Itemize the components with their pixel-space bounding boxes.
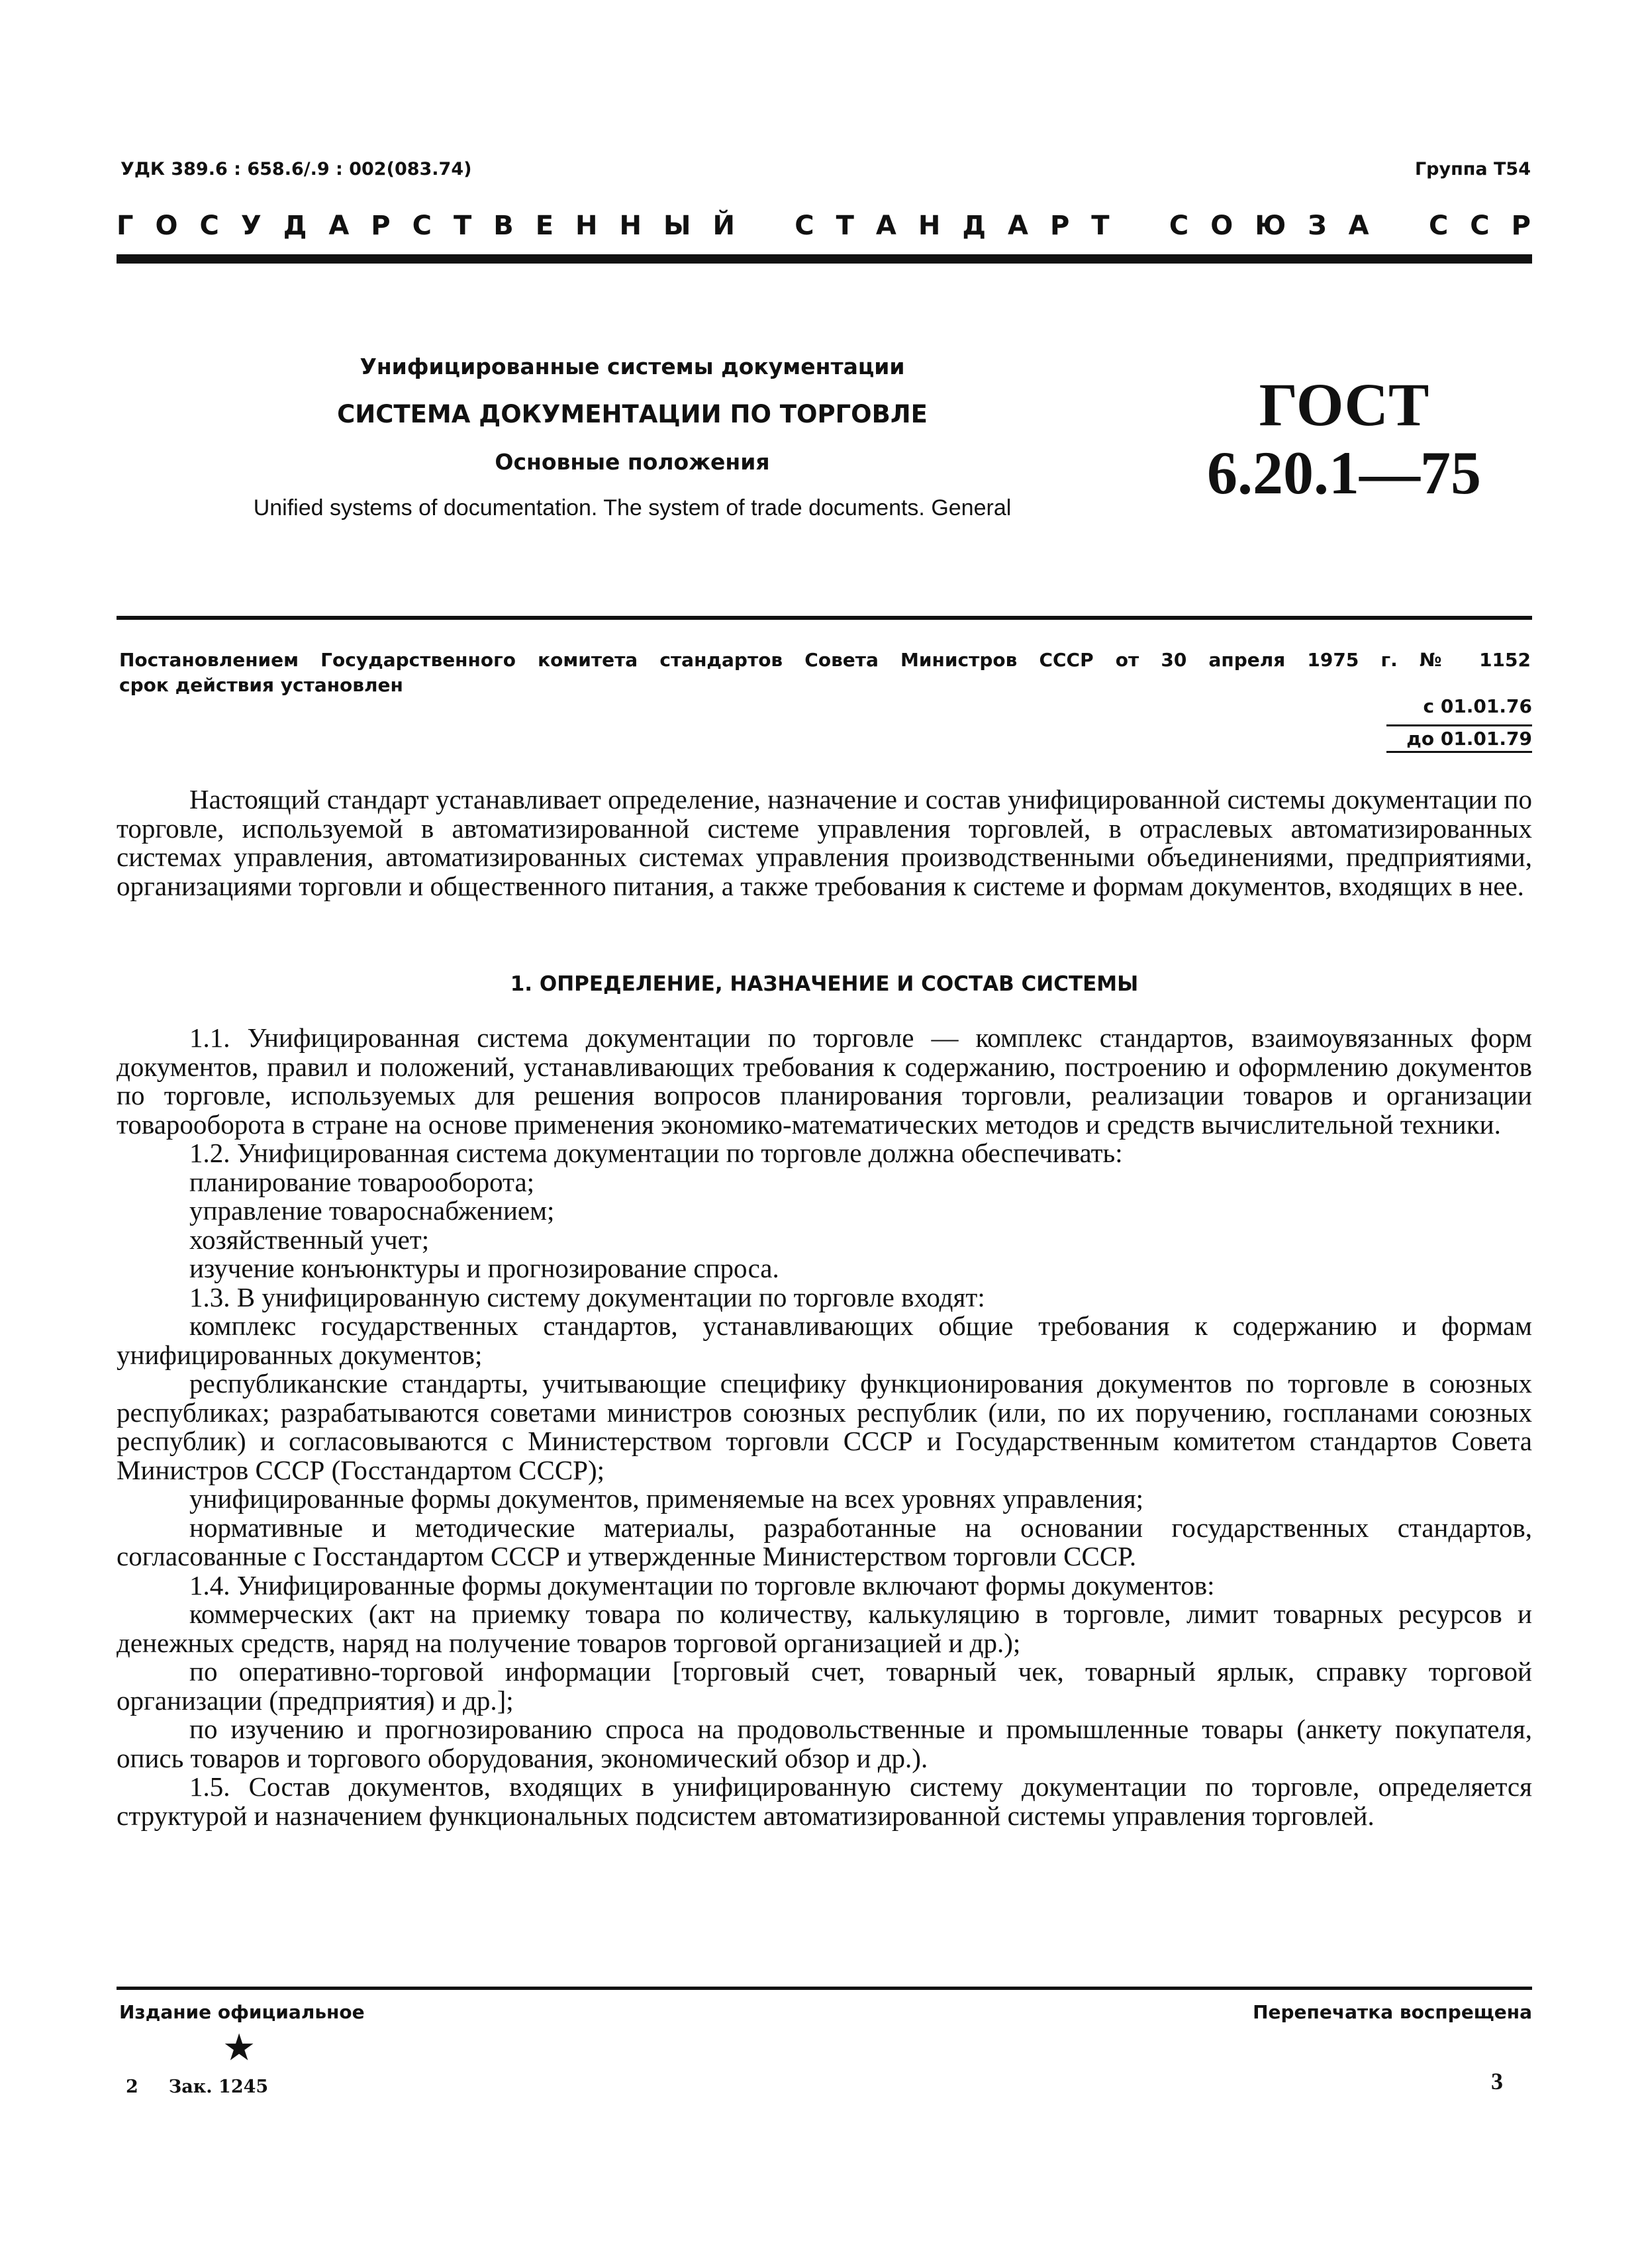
paragraph-1-1: 1.1. Унифицированная система документации по торговле — комплекс стандартов, взаимоувязанных форм документов, правил и положений, устанавливающих требования к содержанию, построению и оформлению документов по торговле, используемых для решения вопросов планирования торговли, реализации товаров и организации товарооборота в стране на основе применения экономико-математических методов и средств вычислительной техники. [117, 1022, 1532, 1140]
reprint-prohibited-label: Перепечатка воспрещена [1253, 2001, 1532, 2023]
title-english: Unified systems of documentation. The system of trade documents. General [253, 495, 1012, 520]
decree-line: Постановлением Государственного комитета стандартов Совета Министров СССР от 30 апреля 1975 г. № 1152 [119, 649, 1531, 671]
gost-designation [1205, 371, 1483, 507]
gost-number: 6.20.1—75 [1207, 439, 1481, 507]
banner-word-4: ССР [1428, 211, 1553, 241]
list-item: по оперативно-торговой информации [торговый счет, товарный чек, товарный ярлык, справку торговой организации (предприятия) и др.]; [117, 1656, 1532, 1716]
paragraph-1-5: 1.5. Состав документов, входящих в унифицированную систему документации по торговле, определяется структурой и назначением функциональных подсистем автоматизированной системы управления торговлей. [117, 1771, 1532, 1831]
banner-word-2: СТАНДАРТ [795, 211, 1132, 241]
udk-code: УДК 389.6 : 658.6/.9 : 002(083.74) [121, 159, 472, 179]
list-item: унифицированные формы документов, применяемые на всех уровнях управления; [189, 1483, 1144, 1514]
page-number: 3 [1491, 2068, 1503, 2095]
list-item: управление товароснабжением; [189, 1195, 555, 1226]
list-item: хозяйственный учет; [189, 1224, 430, 1255]
decree-term: срок действия установлен [119, 674, 403, 696]
list-item: изучение конъюнктуры и прогнозирование спроса. [189, 1253, 779, 1283]
list-item: комплекс государственных стандартов, устанавливающих общие требования к содержанию и формам унифицированных документов; [117, 1310, 1532, 1370]
group-code: Группа Т54 [1414, 159, 1531, 179]
list-item: коммерческих (акт на приемку товара по количеству, калькуляцию в торговле, лимит товарных ресурсов и денежных средств, наряд на получение товаров торговой организацией и др.); [117, 1599, 1532, 1658]
footer-rule [117, 1987, 1532, 1990]
section-heading: 1. ОПРЕДЕЛЕНИЕ, НАЗНАЧЕНИЕ И СОСТАВ СИСТЕМЫ [510, 972, 1139, 996]
order-sheet-number: 2 [126, 2077, 138, 2097]
paragraph-1-4: 1.4. Унифицированные формы документации по торговле включают формы документов: [189, 1569, 1215, 1601]
gost-label: ГОСТ [1259, 371, 1429, 438]
validity-from: с 01.01.76 [1423, 695, 1532, 717]
title-main: СИСТЕМА ДОКУМЕНТАЦИИ ПО ТОРГОВЛЕ [337, 400, 928, 428]
paragraph-1-3: 1.3. В унифицированную систему документации по торговле входят: [189, 1281, 985, 1312]
intro-paragraph: Настоящий стандарт устанавливает определение, назначение и состав унифицированной системы документации по торговле, используемой в автоматизированной системе управления торговлей, в отраслевых автоматизированных системах управления, автоматизированных системах управления производственными объединениями, предприятиями, организациями торговли и общественного питания, а также требования к системе и формам документов, входящих в нее. [117, 784, 1532, 901]
intro-text [117, 785, 1532, 901]
star-icon: ★ [222, 2026, 256, 2069]
validity-to: до 01.01.79 [1386, 724, 1532, 753]
order-label: Зак. 1245 [168, 2077, 269, 2097]
banner-word-3: СОЮЗА [1169, 211, 1391, 241]
list-item: республиканские стандарты, учитывающие специфику функционирования документов по торговле в союзных республиках; разрабатываются советами министров союзных республик (или, по их поручению, госпланами союзных республик) и согласовываются с Министерством торговли СССР и Государственным комитетом стандартов Совета Министров СССР (Госстандартом СССР); [117, 1368, 1532, 1485]
paragraph-1-2: 1.2. Унифицированная система документации по торговле должна обеспечивать: [189, 1138, 1123, 1168]
header-rule [117, 254, 1532, 264]
decree-rule [117, 616, 1532, 620]
title-subtitle: Основные положения [495, 449, 770, 475]
list-item: нормативные и методические материалы, разработанные на основании государственных стандартов, согласованные с Госстандартом СССР и утвержденные Министерством торговли СССР. [117, 1512, 1532, 1571]
official-edition-label: Издание официальное [119, 2001, 365, 2023]
standard-banner [117, 211, 1553, 241]
banner-word-1: ГОСУДАРСТВЕННЫЙ [117, 211, 757, 241]
list-item: по изучению и прогнозированию спроса на продовольственные и промышленные товары (анкету покупателя, опись товаров и торгового оборудования, экономический обзор и др.). [117, 1714, 1532, 1773]
order-number [126, 2077, 299, 2097]
list-item: планирование товарооборота; [189, 1166, 535, 1197]
section-body [117, 1024, 1532, 1830]
title-series: Унифицированные системы документации [360, 354, 905, 379]
